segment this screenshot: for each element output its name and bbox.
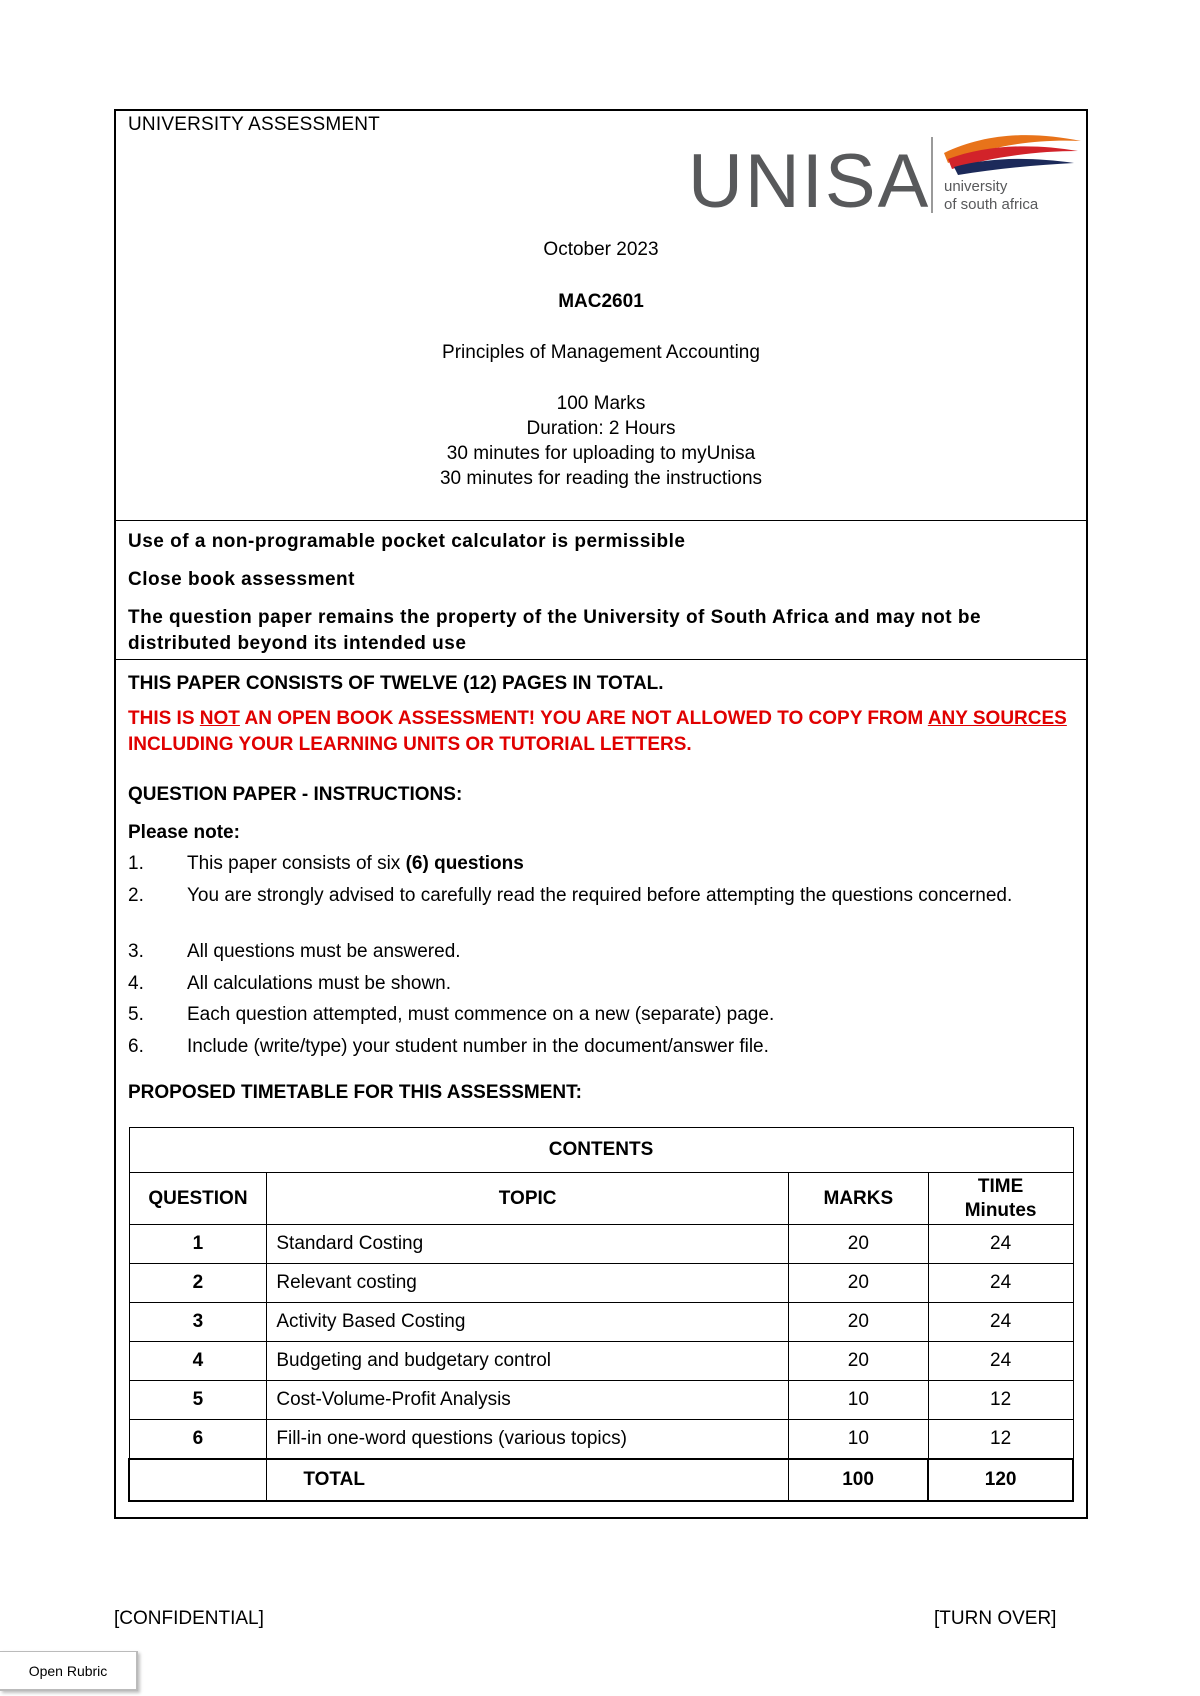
instruction-number: 6.	[128, 1036, 144, 1057]
instruction-number: 1.	[128, 853, 144, 874]
upload-time: 30 minutes for uploading to myUnisa	[446, 443, 756, 464]
instruction-text: All questions must be answered.	[187, 941, 461, 962]
module-name: Principles of Management Accounting	[442, 342, 760, 363]
cell-time: 24	[928, 1225, 1073, 1264]
cell-topic: Fill-in one-word questions (various topics)	[267, 1420, 789, 1459]
cell-marks: 10	[788, 1420, 928, 1459]
reading-time: 30 minutes for reading the instructions	[439, 468, 763, 489]
total-time-cell: 120	[928, 1459, 1073, 1501]
header-marks: MARKS	[788, 1173, 928, 1225]
table-row	[129, 1420, 1073, 1459]
cell-topic: Cost-Volume-Profit Analysis	[267, 1381, 789, 1420]
rules-section	[116, 521, 1086, 660]
header-time	[928, 1173, 1073, 1225]
cell-time: 12	[928, 1381, 1073, 1420]
closed-book-rule: Close book assessment	[128, 569, 355, 590]
cell-marks: 20	[788, 1225, 928, 1264]
instruction-item	[128, 1035, 1046, 1059]
logo-word: UNISA	[688, 139, 931, 221]
page-count: THIS PAPER CONSISTS OF TWELVE (12) PAGES IN TOTAL.	[128, 673, 664, 694]
header-question: QUESTION	[129, 1173, 267, 1225]
instruction-item	[128, 852, 1046, 876]
header-time-label: TIME	[977, 1175, 1024, 1197]
cell-marks: 10	[788, 1381, 928, 1420]
warning-text-sources: ANY SOURCES	[927, 708, 1067, 729]
warning-text-5: INCLUDING YOUR LEARNING UNITS OR TUTORIAL LETTERS.	[128, 734, 692, 755]
assessment-type: UNIVERSITY ASSESSMENT	[128, 114, 380, 135]
cell-question: 4	[129, 1342, 267, 1381]
instruction-text: All calculations must be shown.	[187, 973, 452, 994]
cell-question: 1	[129, 1225, 267, 1264]
cell-time: 12	[928, 1420, 1073, 1459]
please-note: Please note:	[128, 822, 240, 843]
cell-marks: 20	[788, 1303, 928, 1342]
cell-time: 24	[928, 1264, 1073, 1303]
instruction-bold-text: (6) questions	[405, 853, 524, 874]
exam-date: October 2023	[543, 239, 659, 260]
warning-text-1: THIS IS	[128, 708, 200, 729]
instruction-text: You are strongly advised to carefully read the required before attempting the questions concerned.	[187, 885, 1013, 906]
total-label: TOTAL	[267, 1459, 789, 1501]
cell-marks: 20	[788, 1342, 928, 1381]
total-row	[129, 1459, 1073, 1501]
cell-question: 6	[129, 1420, 267, 1459]
duration: Duration: 2 Hours	[526, 418, 676, 439]
table-title: CONTENTS	[129, 1128, 1073, 1173]
cell-question: 2	[129, 1264, 267, 1303]
module-code: MAC2601	[558, 291, 644, 312]
table-row	[129, 1225, 1073, 1264]
cell-topic: Activity Based Costing	[267, 1303, 789, 1342]
cell-time: 24	[928, 1342, 1073, 1381]
footer-confidential: [CONFIDENTIAL]	[114, 1608, 264, 1629]
instruction-number: 4.	[128, 973, 144, 994]
open-book-warning	[128, 706, 1076, 758]
instruction-number: 5.	[128, 1004, 144, 1025]
total-marks-cell: 100	[788, 1459, 928, 1501]
logo-tagline-2: of south africa	[944, 196, 1039, 213]
header-topic: TOPIC	[267, 1173, 789, 1225]
cell-marks: 20	[788, 1264, 928, 1303]
cell-topic: Budgeting and budgetary control	[267, 1342, 789, 1381]
instruction-text: This paper consists of six	[187, 853, 406, 874]
cell-blank	[129, 1459, 267, 1501]
cover-frame	[114, 109, 1088, 1519]
instruction-number: 3.	[128, 941, 144, 962]
total-marks: 100 Marks	[556, 393, 646, 414]
table-row	[129, 1303, 1073, 1342]
unisa-logo	[686, 129, 1084, 221]
logo-tagline-1: university	[944, 178, 1008, 195]
instructions-heading: QUESTION PAPER - INSTRUCTIONS:	[128, 784, 463, 805]
instruction-item	[128, 1003, 1046, 1027]
property-rule: The question paper remains the property of the University of South Africa and may not be distributed beyond its intended use	[128, 607, 982, 654]
cover-header-section	[116, 111, 1086, 521]
instruction-text: Include (write/type) your student number in the document/answer file.	[187, 1036, 769, 1057]
header-time-unit: Minutes	[964, 1199, 1037, 1221]
instruction-item	[128, 972, 1046, 996]
cell-question: 5	[129, 1381, 267, 1420]
cell-topic: Relevant costing	[267, 1264, 789, 1303]
cell-question: 3	[129, 1303, 267, 1342]
table-row	[129, 1381, 1073, 1420]
instruction-item	[128, 884, 1046, 908]
instruction-number: 2.	[128, 885, 144, 906]
timetable-heading: PROPOSED TIMETABLE FOR THIS ASSESSMENT:	[128, 1082, 582, 1103]
instruction-item	[128, 940, 1046, 964]
warning-text-3: AN OPEN BOOK ASSESSMENT! YOU ARE NOT ALLOWED TO COPY FROM	[239, 708, 928, 729]
cell-time: 24	[928, 1303, 1073, 1342]
footer-turn-over: [TURN OVER]	[934, 1608, 1057, 1629]
table-row	[129, 1264, 1073, 1303]
calculator-rule: Use of a non-programable pocket calculator is permissible	[128, 531, 686, 552]
open-rubric-button[interactable]: Open Rubric	[0, 1651, 138, 1691]
instruction-text: Each question attempted, must commence on a new (separate) page.	[187, 1004, 775, 1025]
contents-table	[128, 1127, 1074, 1502]
cell-topic: Standard Costing	[267, 1225, 789, 1264]
table-row	[129, 1342, 1073, 1381]
warning-text-not: NOT	[199, 708, 240, 729]
